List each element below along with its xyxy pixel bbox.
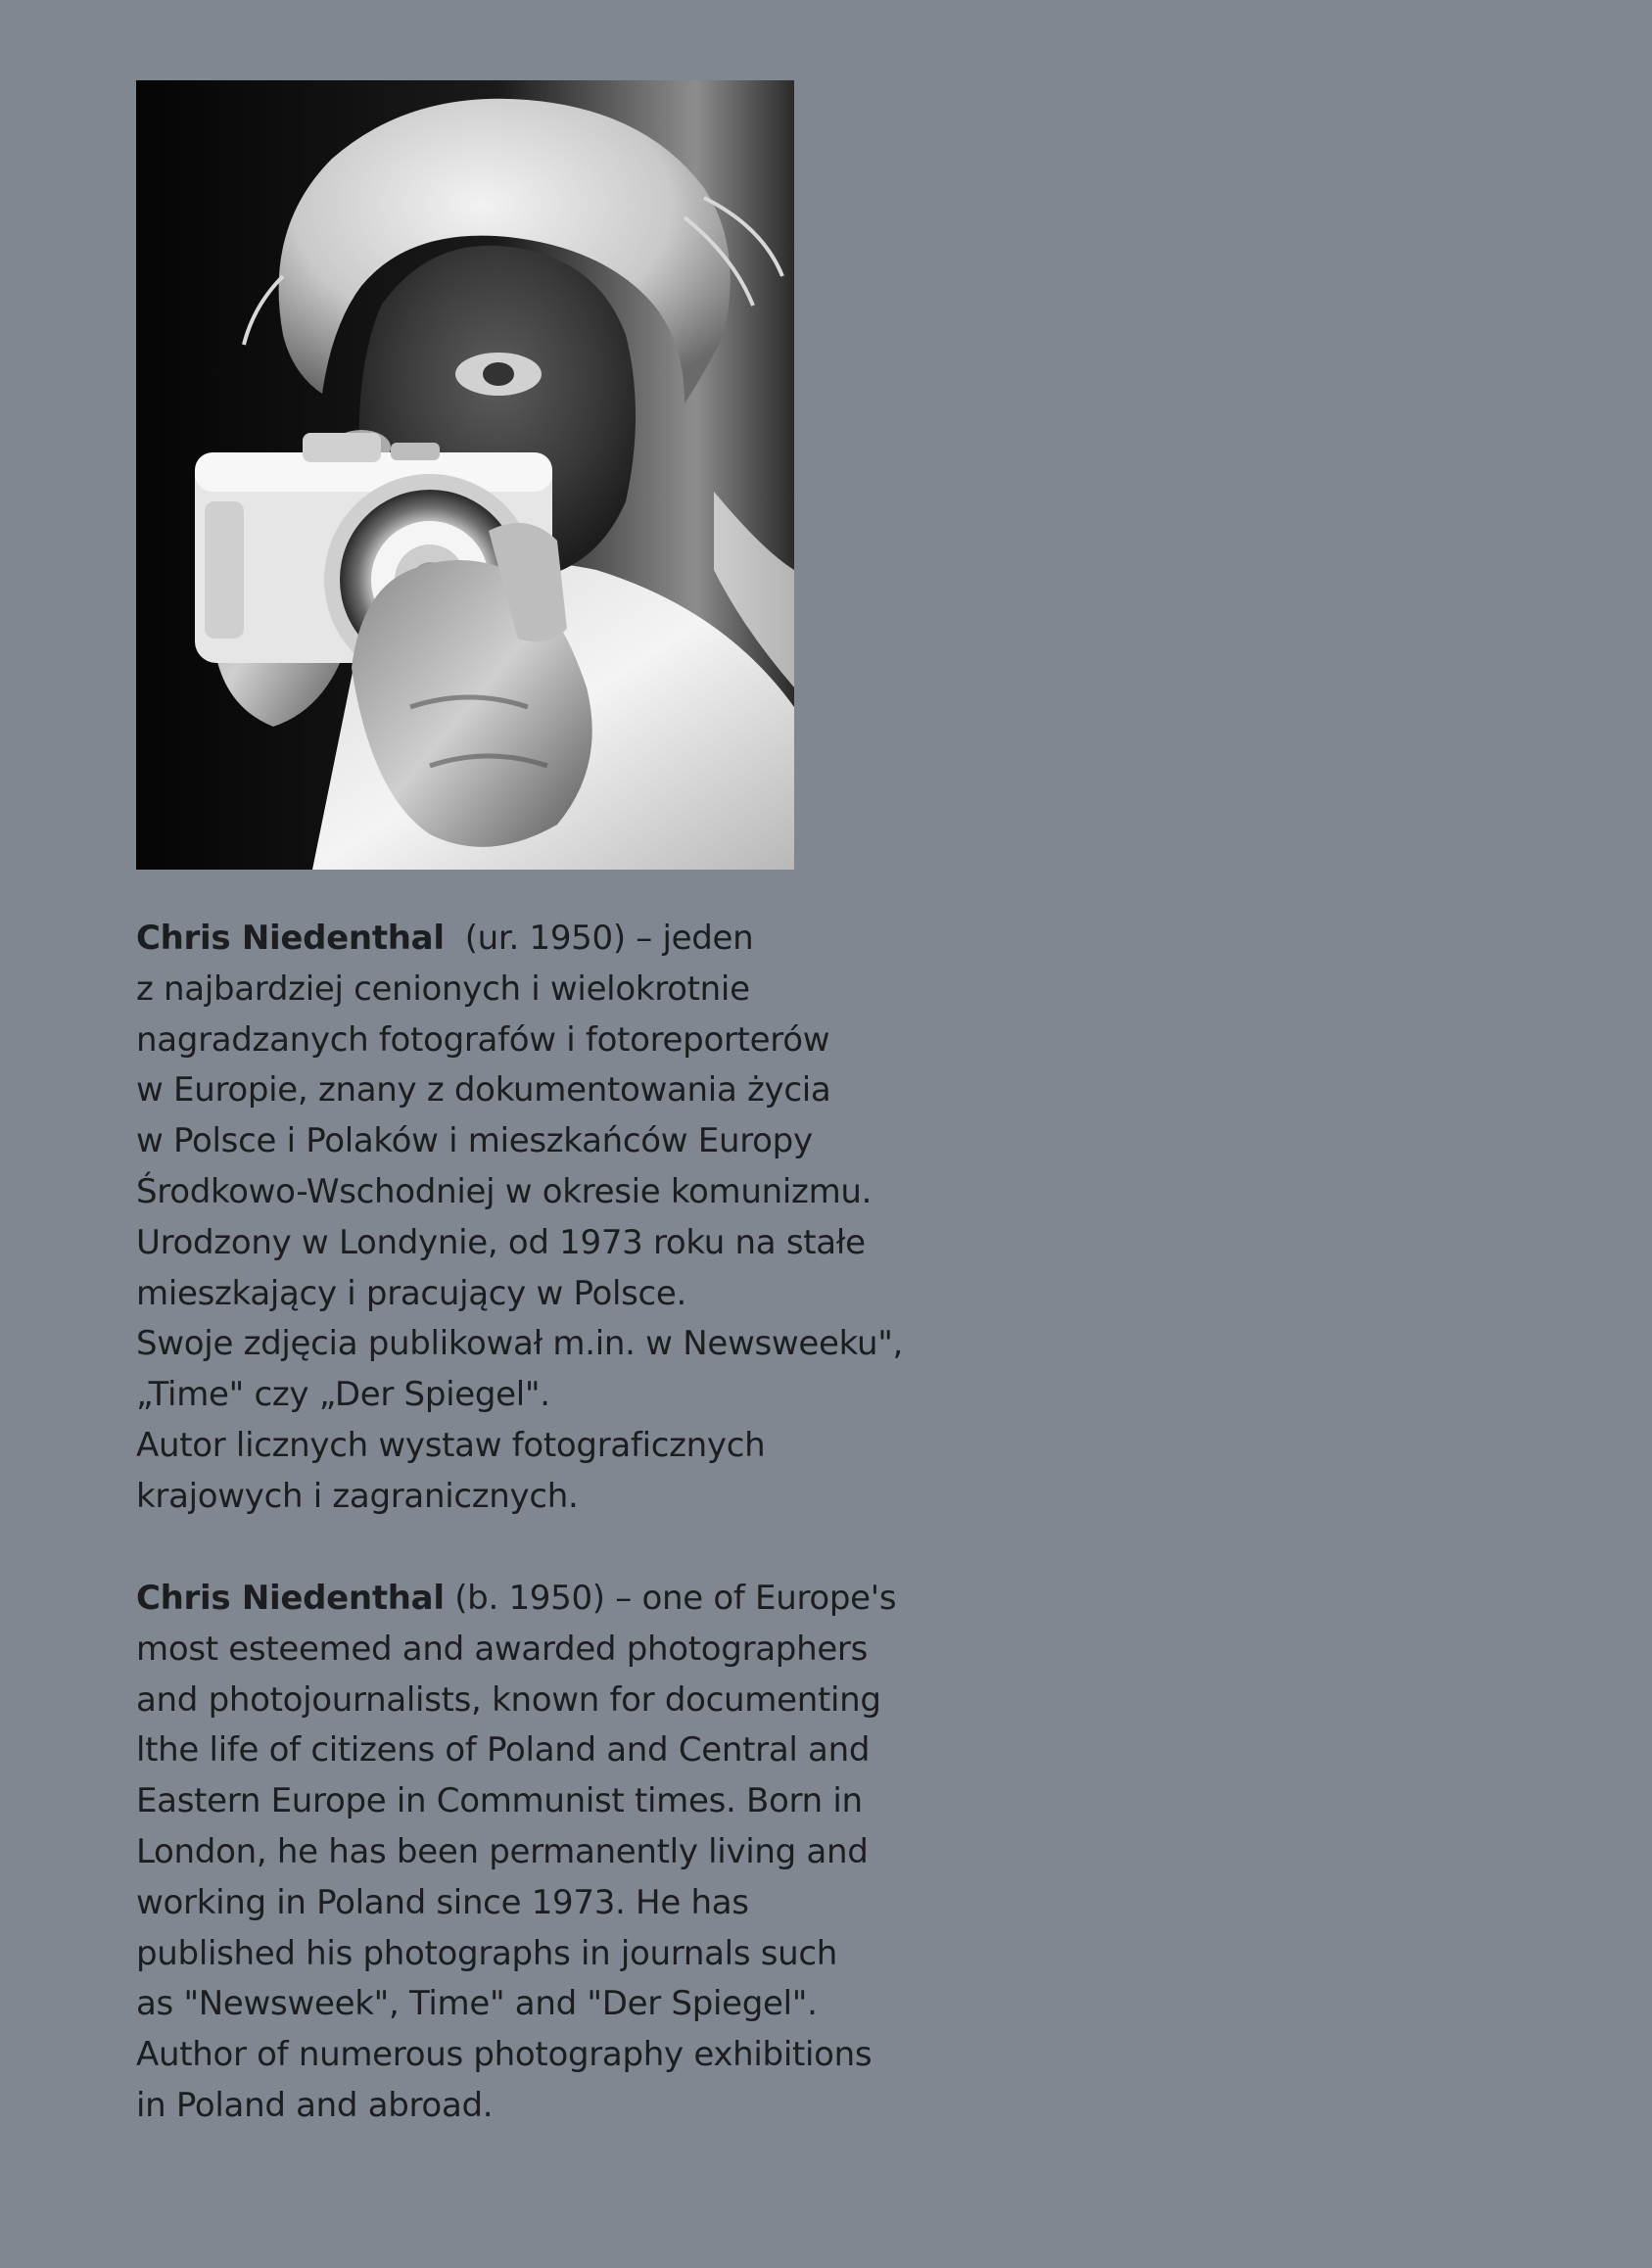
bio-en-line: Author of numerous photography exhibitions <box>136 2035 873 2075</box>
bio-en-line: London, he has been permanently living and <box>136 1831 869 1871</box>
bio-en-line: Eastern Europe in Communist times. Born in <box>136 1781 863 1821</box>
bio-pl-line: Autor licznych wystaw fotograficznych <box>136 1425 766 1465</box>
bio-en-first-line <box>136 1574 897 1625</box>
portrait-illustration <box>136 80 794 870</box>
bio-pl-line: w Polsce i Polaków i mieszkańców Europy <box>136 1121 813 1161</box>
bio-en-line: lthe life of citizens of Poland and Central and <box>136 1730 871 1771</box>
artist-name-pl: Chris Niedenthal <box>136 919 445 958</box>
bio-pl-first-line <box>136 914 841 965</box>
artist-name-en: Chris Niedenthal <box>136 1579 445 1618</box>
bio-pl-intro: (ur. 1950) – jeden <box>444 919 754 958</box>
bio-en-intro: (b. 1950) – one of Europe's <box>444 1579 897 1618</box>
bio-pl-line: Urodzony w Londynie, od 1973 roku na stałe <box>136 1222 866 1262</box>
bio-pl-line: nagradzanych fotografów i fotoreporterów <box>136 1019 830 1060</box>
bio-en-line: published his photographs in journals such <box>136 1933 838 1973</box>
bio-pl-line: „Time" czy „Der Spiegel". <box>136 1375 550 1415</box>
bio-pl-line: z najbardziej cenionych i wielokrotnie <box>136 969 750 1009</box>
bio-en-line: most esteemed and awarded photographers <box>136 1629 869 1669</box>
bio-pl-line: krajowych i zagranicznych. <box>136 1476 579 1516</box>
portrait-photo <box>136 80 794 870</box>
bio-en-line: working in Poland since 1973. He has <box>136 1882 749 1922</box>
bio-en-line: in Poland and abroad. <box>136 2085 494 2125</box>
bio-pl-line: Swoje zdjęcia publikował m.in. w Newsweeku", <box>136 1324 904 1364</box>
biography-polish <box>136 914 904 1523</box>
bio-en-line: as "Newsweek", Time" and "Der Spiegel". <box>136 1984 818 2024</box>
bio-pl-line: Środkowo-Wschodniej w okresie komunizmu. <box>136 1171 873 1211</box>
bio-pl-line: w Europie, znany z dokumentowania życia <box>136 1070 831 1110</box>
biography-english <box>136 1574 897 2132</box>
bio-en-line: and photojournalists, known for documenting <box>136 1679 881 1720</box>
bio-pl-line: mieszkający i pracujący w Polsce. <box>136 1273 687 1313</box>
